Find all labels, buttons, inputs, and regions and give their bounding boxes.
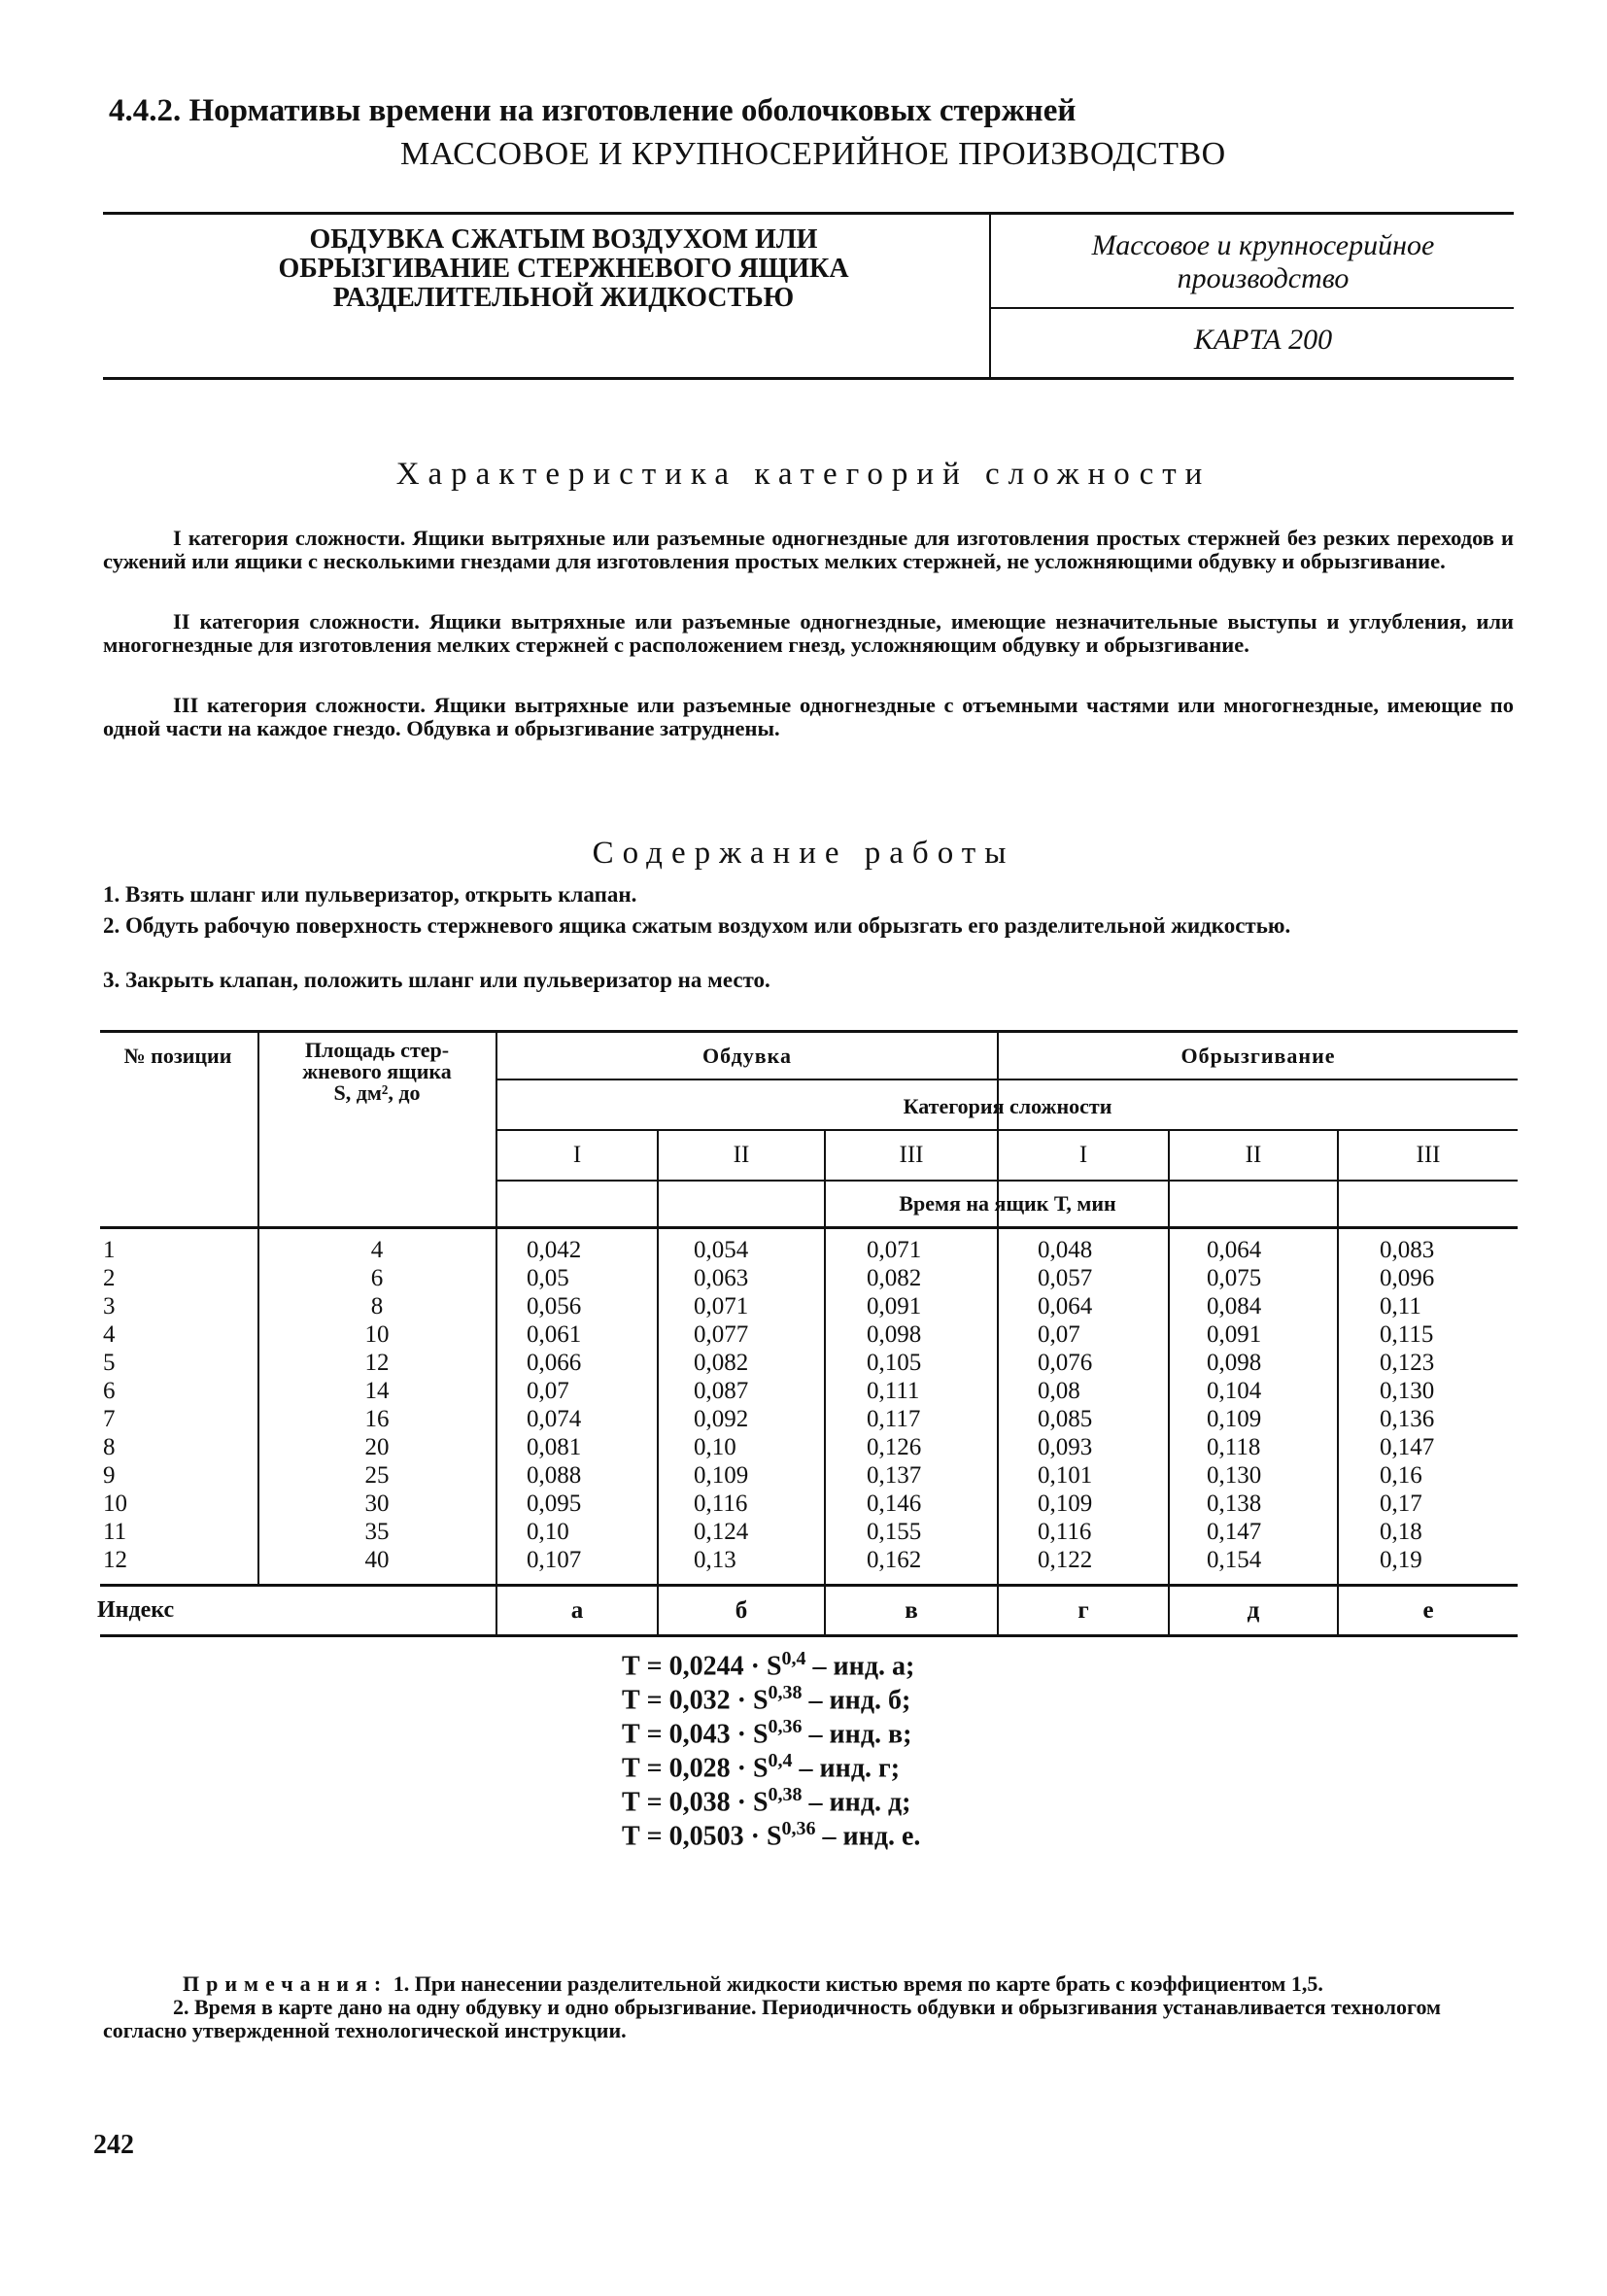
time-col5-cell: 0,083	[1380, 1237, 1435, 1263]
time-col3-cell: 0,093	[1038, 1434, 1093, 1460]
time-col5-cell: 0,096	[1380, 1265, 1435, 1291]
work-step-1: 1. Взять шланг или пульверизатор, открыть клапан.	[103, 882, 637, 907]
formula-d-exp: 0,38	[768, 1784, 803, 1805]
col-area-line-1: Площадь стер-	[304, 1038, 450, 1062]
table-vline-1	[257, 1032, 259, 1584]
formula-b-lhs: Т = 0,032 · S	[622, 1685, 769, 1716]
cat-header-spray-3: III	[1416, 1142, 1441, 1168]
table-top-rule	[100, 1030, 1518, 1033]
time-col2-cell: 0,071	[867, 1237, 922, 1263]
formula-v	[622, 1716, 911, 1750]
position-cell: 9	[103, 1462, 116, 1489]
area-cell: 6	[370, 1265, 384, 1291]
time-col1-cell: 0,124	[694, 1519, 749, 1545]
header-divider	[989, 214, 991, 377]
time-col3-cell: 0,076	[1038, 1350, 1093, 1376]
cat-header-blow-1: I	[572, 1142, 582, 1168]
area-cell: 35	[364, 1519, 390, 1545]
production-line-1: Массовое и крупносерийное	[1091, 229, 1435, 261]
time-col4-cell: 0,084	[1207, 1293, 1262, 1319]
table-rule-header-bottom	[100, 1226, 1518, 1229]
time-col5-cell: 0,115	[1380, 1321, 1434, 1348]
formula-v-rhs: – инд. в;	[802, 1719, 912, 1750]
position-cell: 11	[103, 1519, 127, 1545]
blow-cat1-column	[527, 1236, 653, 1574]
time-col4-cell: 0,075	[1207, 1265, 1262, 1291]
time-col3-cell: 0,116	[1038, 1519, 1092, 1545]
time-col0-cell: 0,05	[527, 1265, 569, 1291]
area-cell: 16	[364, 1406, 390, 1432]
cat-header-blow-2: II	[733, 1142, 750, 1168]
cat-2-text: Ящики вытряхные или разъемные одногнездные, имеющие незначительные выступы и углубления, или многогнездные для изготовления мелких стержней с расположением гнезд, усложняющим обдувку и обрызгивание.	[103, 609, 1514, 657]
cat-1-text: Ящики вытряхные или разъемные одногнездные для изготовления простых стержней без резких переходов и сужений или ящики с несколькими гнездами для изготовления простых мелких стержней, не усложняющими обдувку и обрызгивание.	[103, 526, 1514, 573]
time-col5-cell: 0,136	[1380, 1406, 1435, 1432]
position-cell: 4	[103, 1321, 116, 1348]
time-col1-cell: 0,10	[694, 1434, 736, 1460]
area-cell: 25	[364, 1462, 390, 1489]
time-col3-cell: 0,101	[1038, 1462, 1093, 1489]
time-col1-cell: 0,077	[694, 1321, 749, 1348]
time-col2-cell: 0,098	[867, 1321, 922, 1348]
index-v: в	[905, 1597, 918, 1624]
production-line-2: производство	[1177, 262, 1350, 294]
spray-cat1-column	[1038, 1236, 1164, 1574]
area-cell: 20	[364, 1434, 390, 1460]
header-right-divider	[989, 307, 1514, 309]
time-col1-cell: 0,087	[694, 1378, 749, 1404]
note-1	[103, 1972, 1514, 1996]
time-col0-cell: 0,066	[527, 1350, 582, 1376]
time-col0-cell: 0,095	[527, 1491, 582, 1517]
time-col2-cell: 0,111	[867, 1378, 920, 1404]
time-col2-cell: 0,105	[867, 1350, 922, 1376]
time-col2-cell: 0,117	[867, 1406, 921, 1432]
time-col0-cell: 0,042	[527, 1237, 582, 1263]
area-cell: 40	[364, 1547, 390, 1573]
time-col3-cell: 0,085	[1038, 1406, 1093, 1432]
formula-g	[622, 1750, 900, 1784]
note-2-text: 2. Время в карте дано на одну обдувку и одно обрызгивание. Периодичность обдувки и обрызгивания устанавливается технологом согласно утвержденной технологической инструкции.	[103, 1995, 1442, 2042]
complexity-title: Характеристика категорий сложности	[395, 457, 1212, 492]
time-col4-cell: 0,154	[1207, 1547, 1262, 1573]
time-col5-cell: 0,147	[1380, 1434, 1435, 1460]
time-col4-cell: 0,109	[1207, 1406, 1262, 1432]
formula-e-exp: 0,36	[781, 1818, 816, 1839]
area-cell: 8	[370, 1293, 384, 1319]
index-d: д	[1247, 1597, 1260, 1624]
cat-3-label: III категория сложности.	[173, 693, 426, 717]
time-col3-cell: 0,109	[1038, 1491, 1093, 1517]
spray-cat3-column	[1380, 1236, 1506, 1574]
position-cell: 3	[103, 1293, 116, 1319]
time-col0-cell: 0,088	[527, 1462, 582, 1489]
position-cell: 8	[103, 1434, 116, 1460]
formula-g-lhs: Т = 0,028 · S	[622, 1753, 769, 1784]
work-title: Содержание работы	[592, 836, 1015, 871]
formula-a-lhs: Т = 0,0244 · S	[622, 1651, 782, 1682]
col-area-line-2: жневого ящика	[302, 1059, 452, 1083]
position-cell: 6	[103, 1378, 116, 1404]
time-col3-cell: 0,08	[1038, 1378, 1080, 1404]
complexity-cat-2	[103, 610, 1514, 657]
formula-a-rhs: – инд. а;	[805, 1651, 915, 1682]
index-b: б	[735, 1597, 748, 1624]
area-cell: 12	[364, 1350, 390, 1376]
time-col3-cell: 0,122	[1038, 1547, 1093, 1573]
operation-line-3: РАЗДЕЛИТЕЛЬНОЙ ЖИДКОСТЬЮ	[332, 283, 795, 313]
cat-header-blow-3: III	[899, 1142, 924, 1168]
group-spray-header: Обрызгивание	[1180, 1044, 1336, 1068]
formula-a-exp: 0,4	[781, 1648, 806, 1669]
time-col3-cell: 0,07	[1038, 1321, 1080, 1348]
time-col1-cell: 0,109	[694, 1462, 749, 1489]
cat-header-spray-2: II	[1245, 1142, 1262, 1168]
time-col0-cell: 0,056	[527, 1293, 582, 1319]
section-heading: 4.4.2. Нормативы времени на изготовление оболочковых стержней	[109, 93, 1077, 128]
time-col1-cell: 0,054	[694, 1237, 749, 1263]
time-col0-cell: 0,107	[527, 1547, 582, 1573]
formula-e-lhs: Т = 0,0503 · S	[622, 1821, 782, 1852]
formula-v-exp: 0,36	[768, 1716, 803, 1737]
formula-b-exp: 0,38	[768, 1682, 803, 1703]
time-col5-cell: 0,123	[1380, 1350, 1435, 1376]
index-e: е	[1422, 1597, 1434, 1624]
table-rule-categories	[497, 1180, 1518, 1182]
section-subheading: МАССОВОЕ И КРУПНОСЕРИЙНОЕ ПРОИЗВОДСТВО	[400, 136, 1226, 172]
operation-line-1: ОБДУВКА СЖАТЫМ ВОЗДУХОМ ИЛИ	[309, 224, 818, 255]
time-col2-cell: 0,082	[867, 1265, 922, 1291]
time-col5-cell: 0,11	[1380, 1293, 1421, 1319]
formula-d-lhs: Т = 0,038 · S	[622, 1787, 769, 1818]
index-label: Индекс	[97, 1597, 175, 1623]
formula-e-rhs: – инд. е.	[815, 1821, 921, 1852]
time-col5-cell: 0,19	[1380, 1547, 1422, 1573]
table-rule-complexity	[497, 1129, 1518, 1131]
col-area-line-3: S, дм², до	[333, 1080, 421, 1105]
areas-column	[260, 1236, 494, 1574]
cat-3-text: Ящики вытряхные или разъемные одногнездные с отъемными частями или многогнездные, имеющие по одной части на каждое гнездо. Обдувка и обрызгивание затруднены.	[103, 693, 1514, 740]
position-cell: 12	[103, 1547, 127, 1573]
time-col4-cell: 0,147	[1207, 1519, 1262, 1545]
operation-title	[243, 225, 884, 313]
index-g: г	[1077, 1597, 1089, 1624]
card-number: КАРТА 200	[1193, 324, 1333, 356]
table-rule-index	[100, 1584, 1518, 1587]
time-col4-cell: 0,138	[1207, 1491, 1262, 1517]
complexity-cat-3	[103, 694, 1514, 740]
formula-d	[622, 1784, 910, 1818]
time-col0-cell: 0,10	[527, 1519, 569, 1545]
time-col0-cell: 0,074	[527, 1406, 582, 1432]
positions-column	[103, 1236, 249, 1574]
position-cell: 2	[103, 1265, 116, 1291]
time-col4-cell: 0,064	[1207, 1237, 1262, 1263]
area-cell: 14	[364, 1378, 390, 1404]
time-col5-cell: 0,17	[1380, 1491, 1422, 1517]
header-bottom-rule	[103, 377, 1514, 380]
note-1-text: 1. При нанесении разделительной жидкости кистью время по карте брать с коэффициентом 1,5.	[388, 1971, 1323, 1996]
time-col3-cell: 0,057	[1038, 1265, 1093, 1291]
time-col4-cell: 0,104	[1207, 1378, 1262, 1404]
col-position-header: № позиции	[123, 1044, 232, 1068]
time-header: Время на ящик Т, мин	[899, 1191, 1116, 1216]
table-rule-groups	[497, 1079, 1518, 1080]
formula-b	[622, 1682, 910, 1716]
time-col2-cell: 0,137	[867, 1462, 922, 1489]
notes	[103, 1972, 1514, 2042]
time-col5-cell: 0,16	[1380, 1462, 1422, 1489]
time-col4-cell: 0,091	[1207, 1321, 1262, 1348]
table-vline-5	[997, 1032, 999, 1634]
position-cell: 7	[103, 1406, 116, 1432]
formula-v-lhs: Т = 0,043 · S	[622, 1719, 769, 1750]
col-area-header	[260, 1040, 494, 1104]
blow-cat3-column	[867, 1236, 993, 1574]
time-col5-cell: 0,18	[1380, 1519, 1422, 1545]
time-col2-cell: 0,126	[867, 1434, 922, 1460]
table-bottom-rule	[100, 1634, 1518, 1637]
time-col1-cell: 0,071	[694, 1293, 749, 1319]
time-col0-cell: 0,081	[527, 1434, 582, 1460]
time-col5-cell: 0,130	[1380, 1378, 1435, 1404]
page-number: 242	[93, 2130, 134, 2160]
time-col1-cell: 0,082	[694, 1350, 749, 1376]
area-cell: 30	[364, 1491, 390, 1517]
time-col4-cell: 0,118	[1207, 1434, 1261, 1460]
time-col4-cell: 0,098	[1207, 1350, 1262, 1376]
production-type	[1001, 229, 1525, 295]
formula-g-rhs: – инд. г;	[792, 1753, 901, 1784]
time-col2-cell: 0,091	[867, 1293, 922, 1319]
index-a: а	[570, 1597, 584, 1624]
time-col2-cell: 0,162	[867, 1547, 922, 1573]
position-cell: 10	[103, 1491, 127, 1517]
time-col1-cell: 0,13	[694, 1547, 736, 1573]
blow-cat2-column	[694, 1236, 820, 1574]
cat-1-label: I категория сложности.	[173, 526, 406, 550]
time-col1-cell: 0,063	[694, 1265, 749, 1291]
cat-2-label: II категория сложности.	[173, 609, 420, 634]
time-col0-cell: 0,061	[527, 1321, 582, 1348]
area-cell: 10	[364, 1321, 390, 1348]
spray-cat2-column	[1207, 1236, 1333, 1574]
time-col4-cell: 0,130	[1207, 1462, 1262, 1489]
cat-header-spray-1: I	[1078, 1142, 1088, 1168]
time-col3-cell: 0,064	[1038, 1293, 1093, 1319]
time-col3-cell: 0,048	[1038, 1237, 1093, 1263]
formula-g-exp: 0,4	[768, 1750, 793, 1771]
formula-a	[622, 1648, 914, 1682]
formula-e	[622, 1818, 920, 1852]
notes-label: Примечания:	[183, 1971, 389, 1996]
time-col2-cell: 0,155	[867, 1519, 922, 1545]
work-step-2: 2. Обдуть рабочую поверхность стержневого ящика сжатым воздухом или обрызгать его разделительной жидкостью.	[103, 913, 1291, 938]
time-col1-cell: 0,116	[694, 1491, 748, 1517]
complexity-header: Категория сложности	[903, 1094, 1112, 1118]
work-step-3: 3. Закрыть клапан, положить шланг или пульверизатор на место.	[103, 968, 770, 992]
area-cell: 4	[370, 1237, 384, 1263]
position-cell: 5	[103, 1350, 116, 1376]
operation-line-2: ОБРЫЗГИВАНИЕ СТЕРЖНЕВОГО ЯЩИКА	[278, 254, 849, 284]
formula-d-rhs: – инд. д;	[802, 1787, 911, 1818]
position-cell: 1	[103, 1237, 116, 1263]
group-blow-header: Обдувка	[702, 1044, 792, 1068]
formula-b-rhs: – инд. б;	[802, 1685, 911, 1716]
complexity-cat-1	[103, 527, 1514, 573]
time-col1-cell: 0,092	[694, 1406, 749, 1432]
time-col0-cell: 0,07	[527, 1378, 569, 1404]
table-vline-2	[496, 1032, 497, 1634]
time-col2-cell: 0,146	[867, 1491, 922, 1517]
header-top-rule	[103, 212, 1514, 215]
note-2	[103, 1996, 1514, 2042]
